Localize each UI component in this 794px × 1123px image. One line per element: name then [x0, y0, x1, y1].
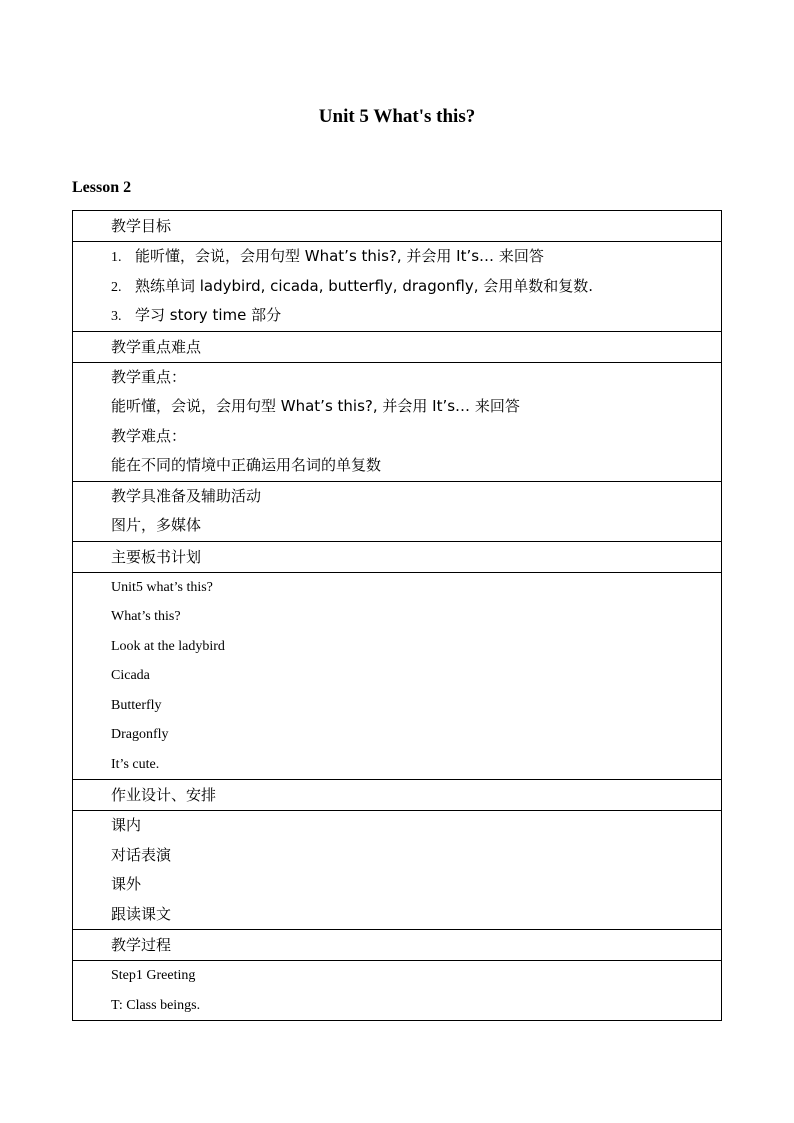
materials-header: 教学具准备及辅助活动 — [111, 486, 262, 505]
key-points-cell — [73, 362, 722, 481]
objective-text: 学习 story time 部分 — [135, 306, 282, 324]
objectives-header-row — [73, 211, 722, 242]
board-line: Unit5 what’s this? — [111, 579, 213, 595]
homework-line: 对话表演 — [111, 845, 172, 864]
board-line: Butterfly — [111, 697, 162, 713]
key-points-line: 能在不同的情境中正确运用名词的单复数 — [111, 456, 382, 474]
process-cell — [73, 961, 722, 1021]
homework-line: 课内 — [111, 816, 142, 834]
document-title: Unit 5 What's this? — [318, 106, 476, 127]
objectives-header: 教学目标 — [73, 211, 722, 242]
board-line: It’s cute. — [111, 756, 160, 772]
objective-text: 熟练单词 ladybird, cicada, butterfly, dragonfly, 会用单数和复数. — [135, 276, 594, 295]
process-line: T: Class beings. — [111, 997, 201, 1013]
objective-number: 2. — [111, 279, 122, 295]
board-row — [73, 572, 722, 780]
key-points-line: 能听懂，会说，会用句型 What’s this?, 并会用 It’s… 来回答 — [111, 397, 520, 415]
objective-text: 能听懂，会说，会用句型 What’s this?, 并会用 It’s… 来回答 — [135, 247, 544, 265]
process-row — [73, 961, 722, 1021]
board-line: Cicada — [111, 668, 150, 683]
homework-header: 作业设计、安排 — [73, 780, 722, 811]
board-header: 主要板书计划 — [73, 541, 722, 572]
key-points-row — [73, 362, 722, 481]
key-points-header-row — [73, 331, 722, 362]
process-header: 教学过程 — [73, 930, 722, 961]
homework-cell — [73, 811, 722, 930]
homework-header-row — [73, 780, 722, 811]
materials-row — [73, 481, 722, 541]
objective-item — [111, 272, 721, 302]
board-header-row — [73, 541, 722, 572]
board-line: Dragonfly — [111, 727, 169, 742]
key-points-line: 教学难点： — [111, 426, 187, 445]
key-points-line: 教学重点： — [111, 367, 187, 386]
board-line: Look at the ladybird — [111, 638, 225, 654]
objective-number: 1. — [111, 250, 122, 265]
process-line: Step1 Greeting — [111, 968, 196, 983]
objective-item — [111, 242, 721, 272]
objectives-cell — [73, 242, 722, 332]
board-line: What’s this? — [111, 609, 181, 624]
materials-cell — [73, 481, 722, 541]
objective-number: 3. — [111, 309, 122, 324]
objective-item — [111, 301, 721, 331]
lesson-label: Lesson 2 — [72, 179, 132, 196]
board-cell — [73, 572, 722, 780]
process-header-row — [73, 930, 722, 961]
lesson-plan-table — [72, 210, 722, 1021]
key-points-header: 教学重点难点 — [73, 331, 722, 362]
homework-line: 课外 — [111, 875, 142, 893]
objectives-row — [73, 242, 722, 332]
materials-text: 图片，多媒体 — [111, 516, 202, 534]
homework-row — [73, 811, 722, 930]
homework-line: 跟读课文 — [111, 904, 172, 923]
